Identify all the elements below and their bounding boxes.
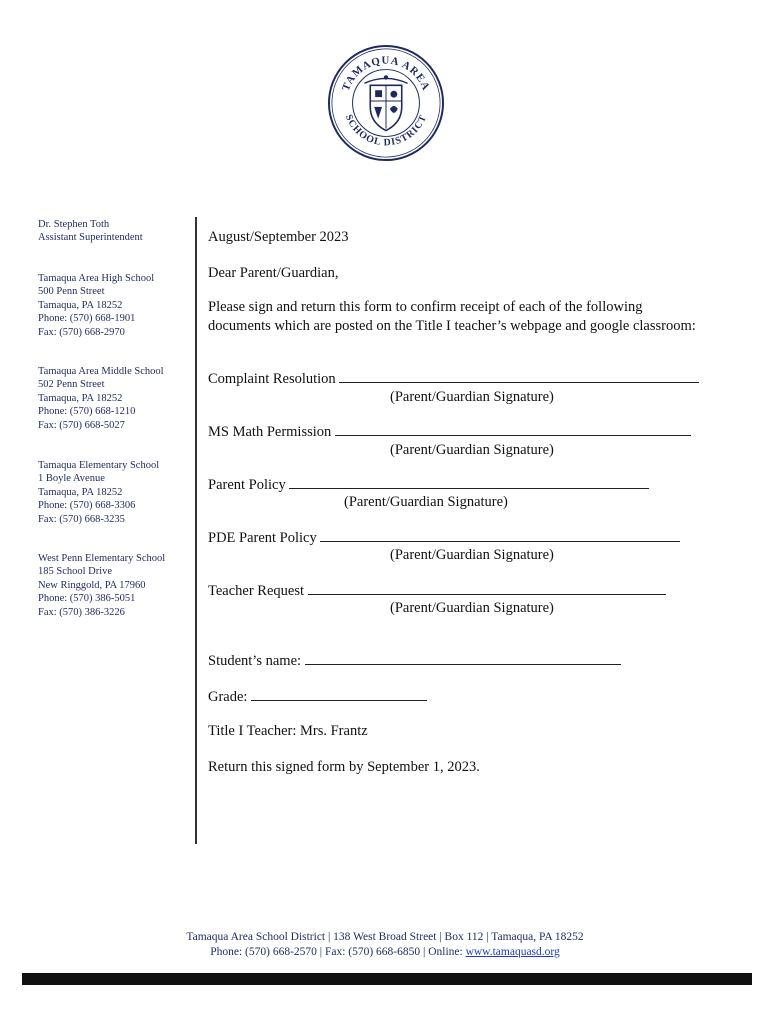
contact-line: Fax: (570) 668-3235 bbox=[38, 513, 125, 525]
footer-bar bbox=[22, 973, 752, 985]
contact-block-middle-school bbox=[38, 365, 164, 432]
contact-line: West Penn Elementary School bbox=[38, 553, 166, 564]
student-name-line[interactable] bbox=[305, 652, 621, 665]
signature-label: Teacher Request bbox=[208, 583, 305, 599]
contact-line: Phone: (570) 668-1210 bbox=[38, 406, 136, 418]
contact-block-superintendent bbox=[38, 218, 143, 245]
signature-caption: (Parent/Guardian Signature) bbox=[390, 600, 554, 616]
contact-line: New Ringgold, PA 17960 bbox=[38, 579, 146, 591]
contact-line: Tamaqua, PA 18252 bbox=[38, 486, 123, 498]
footer-contact-text: Phone: (570) 668-2570 | Fax: (570) 668-6850 | Online: bbox=[210, 946, 466, 958]
seal-bottom-text: SCHOOL DISTRICT bbox=[342, 112, 430, 149]
contact-line: 502 Penn Street bbox=[38, 379, 105, 391]
contact-line: Phone: (570) 386-5051 bbox=[38, 593, 136, 605]
contact-line: Phone: (570) 668-1901 bbox=[38, 313, 136, 325]
signature-caption: (Parent/Guardian Signature) bbox=[390, 547, 554, 563]
grade-line[interactable] bbox=[251, 688, 427, 701]
contact-line: Fax: (570) 668-5027 bbox=[38, 419, 125, 431]
contact-line: Tamaqua, PA 18252 bbox=[38, 299, 123, 311]
signature-caption: (Parent/Guardian Signature) bbox=[390, 389, 554, 405]
signature-line[interactable] bbox=[335, 423, 691, 436]
signature-label: PDE Parent Policy bbox=[208, 530, 317, 546]
signature-label: Complaint Resolution bbox=[208, 371, 336, 387]
contact-line: 185 School Drive bbox=[38, 566, 113, 578]
footer-address-line: Tamaqua Area School District | 138 West Broad Street | Box 112 | Tamaqua, PA 18252 bbox=[186, 931, 584, 943]
letter-date: August/September 2023 bbox=[208, 229, 349, 245]
signature-row-teacher-request bbox=[208, 582, 666, 600]
contact-line: 1 Boyle Avenue bbox=[38, 473, 105, 485]
letter-intro-line-1: Please sign and return this form to confirm receipt of each of the following bbox=[208, 299, 643, 315]
signature-row-complaint-resolution bbox=[208, 370, 699, 388]
signature-label: MS Math Permission bbox=[208, 424, 332, 440]
contact-line: Tamaqua Elementary School bbox=[38, 460, 160, 471]
contact-line: Tamaqua Area High School bbox=[38, 273, 155, 284]
contact-line: Tamaqua, PA 18252 bbox=[38, 392, 123, 404]
signature-caption: (Parent/Guardian Signature) bbox=[390, 442, 554, 458]
school-district-seal-logo bbox=[327, 44, 445, 162]
signature-row-pde-parent-policy bbox=[208, 529, 680, 547]
contact-line: Tamaqua Area Middle School bbox=[38, 366, 164, 377]
contact-line: Fax: (570) 386-3226 bbox=[38, 606, 125, 618]
letter-intro-line-2: documents which are posted on the Title I teacher’s webpage and google classroom: bbox=[208, 318, 696, 334]
signature-label: Parent Policy bbox=[208, 477, 286, 493]
signature-caption: (Parent/Guardian Signature) bbox=[344, 494, 508, 510]
return-note: Return this signed form by September 1, 2023. bbox=[208, 759, 480, 775]
grade-row bbox=[208, 688, 427, 706]
contact-line: Dr. Stephen Toth bbox=[38, 219, 110, 230]
page-footer bbox=[0, 930, 770, 960]
student-name-row bbox=[208, 652, 621, 670]
signature-row-ms-math-permission bbox=[208, 423, 691, 441]
contact-line: Assistant Superintendent bbox=[38, 232, 143, 244]
student-name-label: Student’s name: bbox=[208, 653, 302, 669]
contact-line: Fax: (570) 668-2970 bbox=[38, 326, 125, 338]
vertical-divider bbox=[195, 217, 197, 844]
contact-block-high-school bbox=[38, 272, 154, 339]
grade-label: Grade: bbox=[208, 689, 248, 705]
footer-contact-line bbox=[0, 945, 770, 960]
signature-line[interactable] bbox=[339, 370, 699, 383]
letter-salutation: Dear Parent/Guardian, bbox=[208, 265, 339, 281]
district-website-link[interactable]: www.tamaquasd.org bbox=[465, 946, 560, 958]
title-i-teacher: Title I Teacher: Mrs. Frantz bbox=[208, 723, 368, 739]
signature-row-parent-policy bbox=[208, 476, 649, 494]
contact-line: Phone: (570) 668-3306 bbox=[38, 500, 136, 512]
contact-block-elementary-school bbox=[38, 459, 159, 526]
signature-line[interactable] bbox=[289, 476, 649, 489]
seal-top-text: TAMAQUA AREA bbox=[339, 54, 433, 93]
contact-block-west-penn bbox=[38, 552, 165, 619]
signature-line[interactable] bbox=[320, 529, 680, 542]
signature-line[interactable] bbox=[308, 582, 666, 595]
contact-line: 500 Penn Street bbox=[38, 286, 105, 298]
